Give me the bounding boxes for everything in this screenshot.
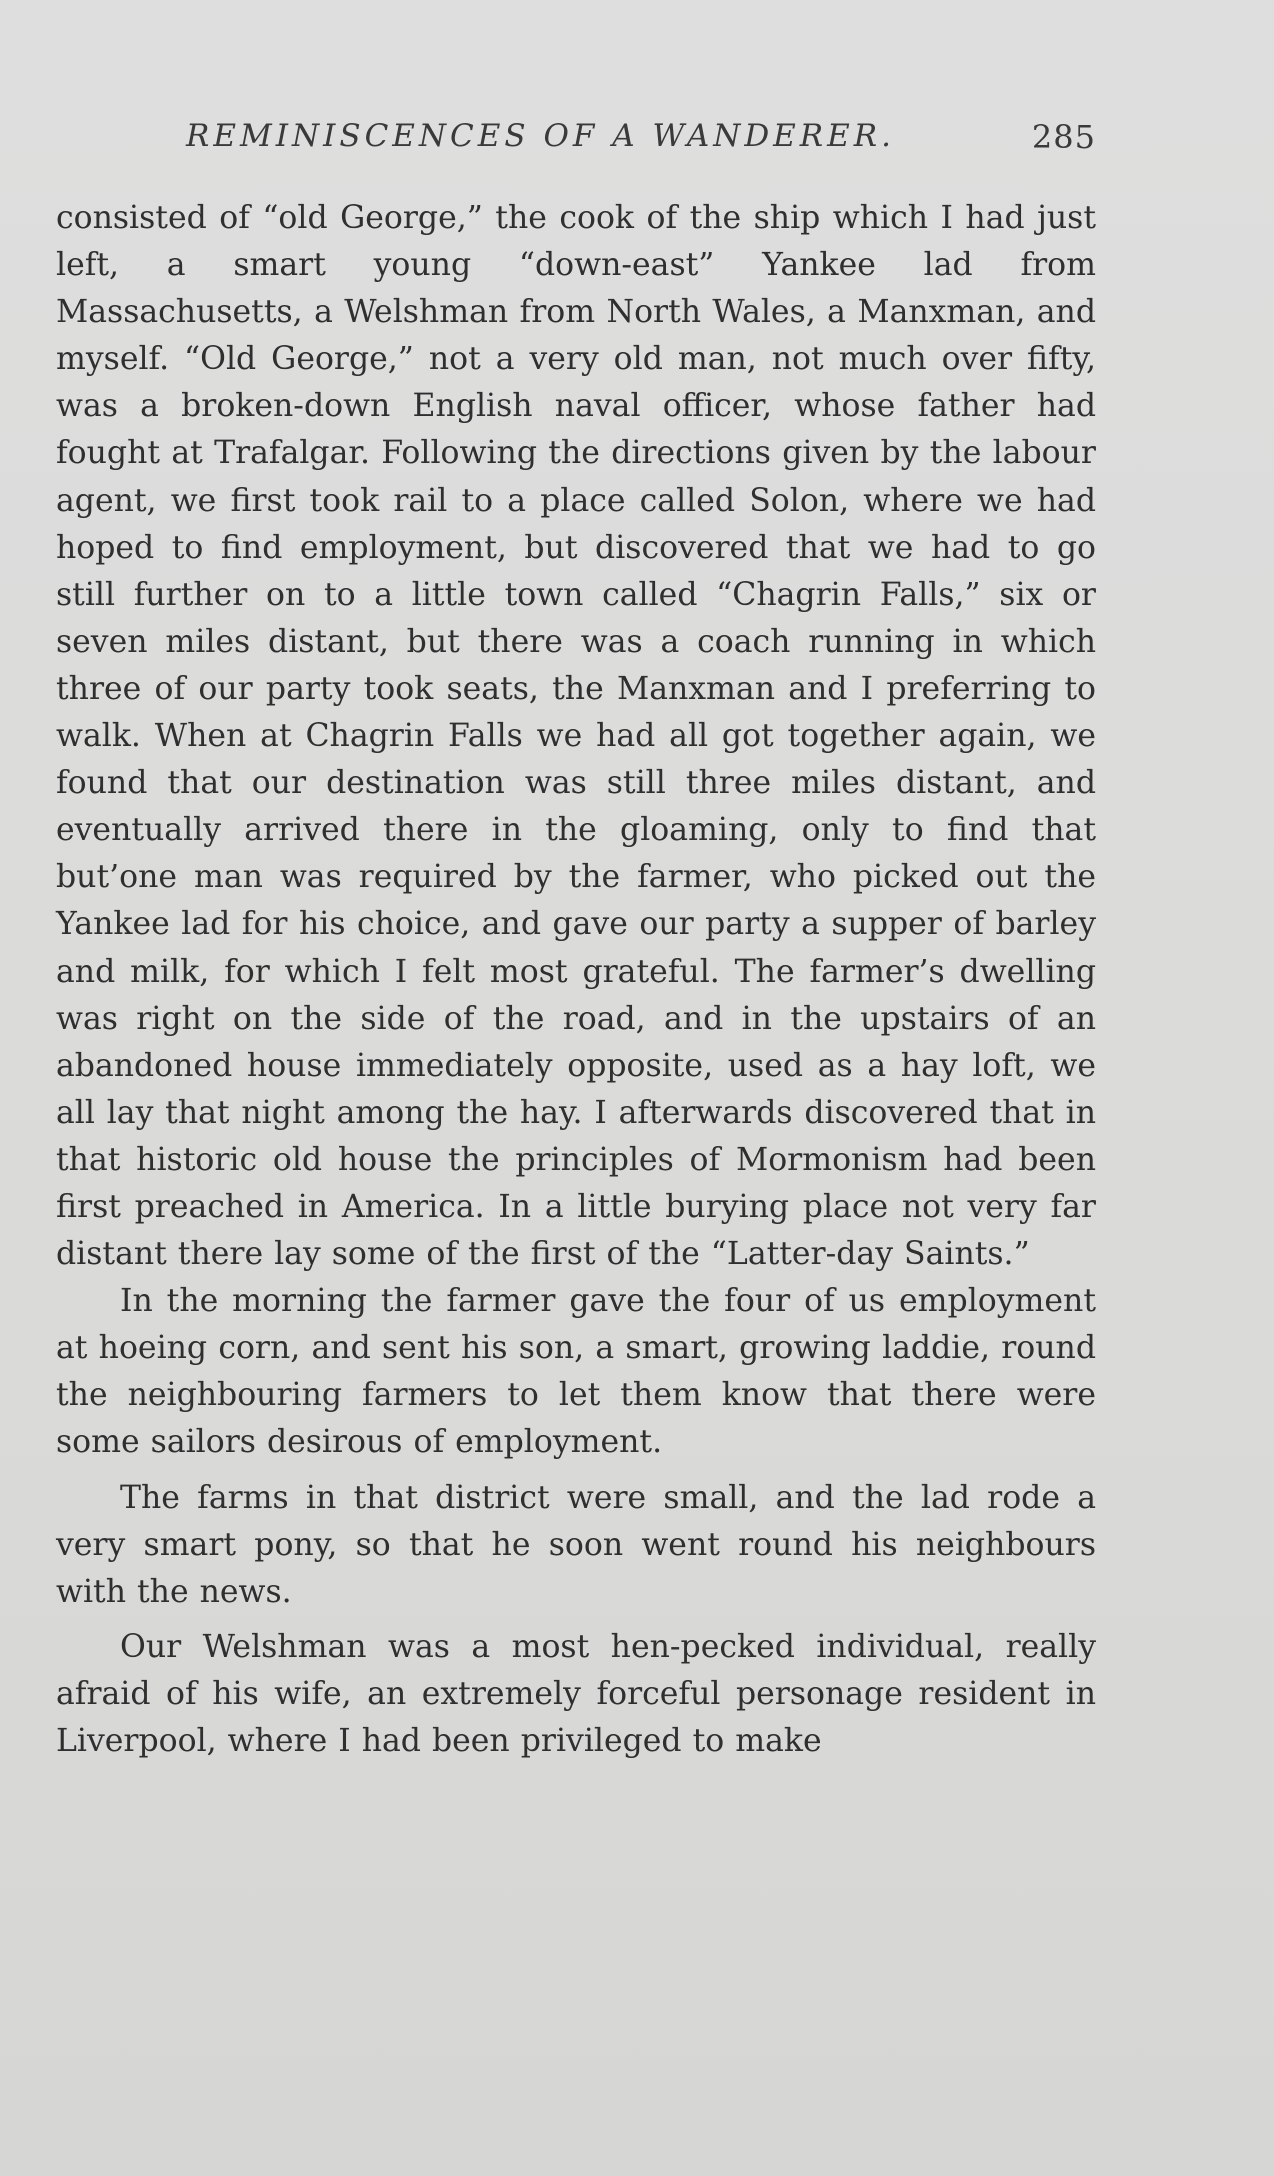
body-text	[56, 195, 1096, 1765]
paragraph: Our Welshman was a most hen-pecked individual, really afraid of his wife, an extremely forceful personage resident in Liverpool, where I had been privileged to make	[56, 1628, 1096, 1759]
paragraph: In the morning the farmer gave the four of us employment at hoeing corn, and sent his son, a smart, growing laddie, round the neighbouring farmers to let them know that there were some sailors desirous of employment.	[56, 1283, 1096, 1461]
page-number: 285	[1031, 118, 1096, 156]
paragraph: The farms in that district were small, and the lad rode a very smart pony, so that he soon went round his neighbours with the news.	[56, 1479, 1096, 1610]
running-title: REMINISCENCES OF A WANDERER.	[186, 118, 895, 154]
paragraph-continued: consisted of “old George,” the cook of the ship which I had just left, a smart young “down-east” Yankee lad from Massachusetts, a Welshman from North Wales, a Manxman, and myself. “Old George,” not a very old man, not much over fifty, was a broken-down English naval officer, whose father had fought at Trafalgar. Following the directions given by the labour agent, we first took rail to a place called Solon, where we had hoped to find employment, but discovered that we had to go still further on to a little town called “Chagrin Falls,” six or seven miles distant, but there was a coach running in which three of our party took seats, the Manxman and I preferring to walk. When at Chagrin Falls we had all got together again, we found that our destination was still three miles distant, and eventually arrived there in the gloaming, only to find that but’one man was required by the farmer, who picked out the Yankee lad for his choice, and gave our party a supper of barley and milk, for which I felt most grateful. The farmer’s dwelling was right on the side of the road, and in the upstairs of an abandoned house immediately opposite, used as a hay loft, we all lay that night among the hay. I afterwards discovered that in that historic old house the principles of Mormonism had been first preached in America. In a little burying place not very far distant there lay some of the first of the “Latter-day Saints.”	[56, 200, 1096, 1273]
page-header	[56, 112, 1096, 168]
